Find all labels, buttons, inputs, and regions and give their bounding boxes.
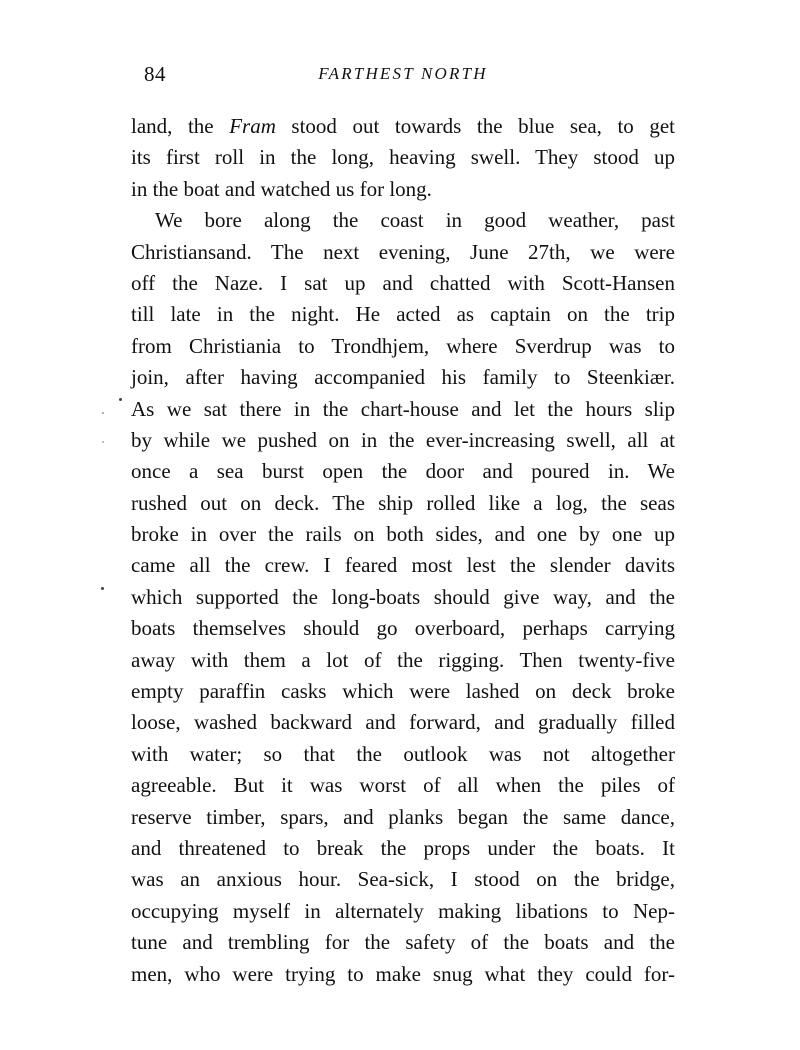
text-line: off the Naze. I sat up and chatted with Scott-Hansen xyxy=(131,270,675,295)
print-speck xyxy=(101,587,104,590)
text-line-segment: stood out towards the blue sea, to get xyxy=(275,114,676,138)
text-line: join, after having accompanied his family to Steenkiær. xyxy=(131,365,675,390)
text-line: As we sat there in the chart-house and let the hours slip xyxy=(131,396,675,421)
text-line: by while we pushed on in the ever-increasing swell, all at xyxy=(131,427,675,452)
text-line: with water; so that the outlook was not altogether xyxy=(131,741,675,766)
running-head: FARTHEST NORTH xyxy=(318,64,488,83)
text-line: rushed out on deck. The ship rolled like a log, the seas xyxy=(131,490,675,515)
text-line: and threatened to break the props under the boats. It xyxy=(131,835,675,860)
text-line: broke in over the rails on both sides, and one by one up xyxy=(131,522,675,547)
print-speck xyxy=(102,412,104,414)
text-line xyxy=(131,111,675,142)
ship-name: Fram xyxy=(229,114,276,138)
text-line: till late in the night. He acted as captain on the trip xyxy=(131,302,675,327)
text-line: reserve timber, spars, and planks began the same dance, xyxy=(131,804,675,829)
text-line: men, who were trying to make snug what they could for- xyxy=(131,961,675,986)
text-line: empty paraffin casks which were lashed on deck broke xyxy=(131,679,675,704)
text-line: tune and trembling for the safety of the boats and the xyxy=(131,930,675,955)
text-line-segment: land, the xyxy=(131,114,230,138)
text-line: came all the crew. I feared most lest the slender davits xyxy=(131,553,675,578)
text-line: loose, washed backward and forward, and gradually filled xyxy=(131,710,675,735)
text-line: from Christiania to Trondhjem, where Sverdrup was to xyxy=(131,333,675,358)
text-line: occupying myself in alternately making libations to Nep- xyxy=(131,898,675,923)
page-header xyxy=(131,62,675,92)
body-text xyxy=(131,111,675,990)
text-line: its first roll in the long, heaving swell. They stood up xyxy=(131,145,675,170)
text-line: once a sea burst open the door and poured in. We xyxy=(131,459,675,484)
text-line: boats themselves should go overboard, perhaps carrying xyxy=(131,616,675,641)
text-line: which supported the long-boats should give way, and the xyxy=(131,584,675,609)
text-line: away with them a lot of the rigging. Then twenty-five xyxy=(131,647,675,672)
page-number: 84 xyxy=(144,62,166,86)
text-line: agreeable. But it was worst of all when the piles of xyxy=(131,773,675,798)
text-line: Christiansand. The next evening, June 27th, we were xyxy=(131,239,675,264)
text-line: in the boat and watched us for long. xyxy=(131,176,432,201)
print-speck xyxy=(119,398,122,401)
text-line: was an anxious hour. Sea-sick, I stood on the bridge, xyxy=(131,867,675,892)
print-speck xyxy=(102,441,104,443)
paragraph-first-line: We bore along the coast in good weather, past xyxy=(155,208,675,233)
